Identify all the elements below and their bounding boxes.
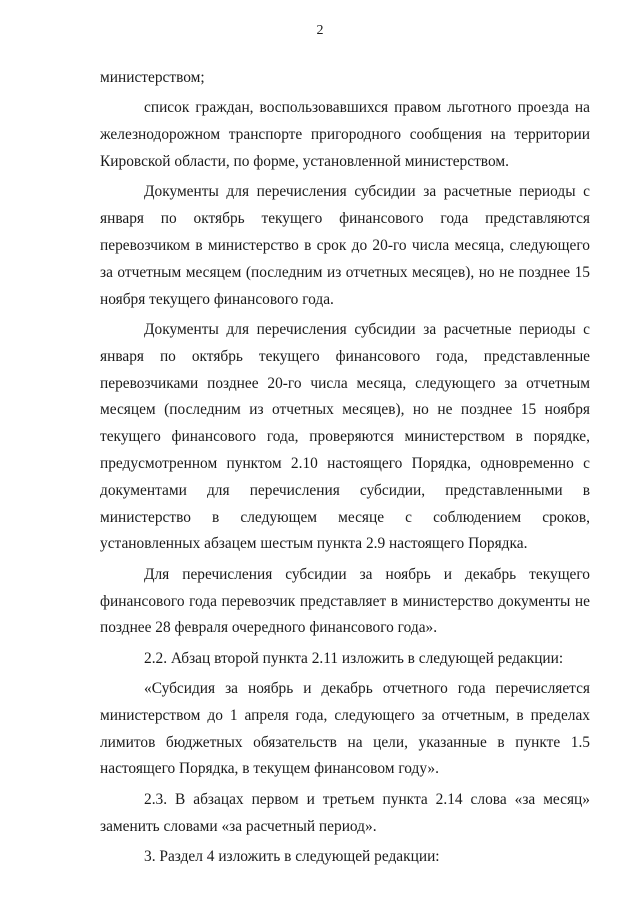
paragraph: 3. Раздел 4 изложить в следующей редакции: <box>144 848 440 866</box>
document-body <box>100 65 590 874</box>
paragraph: «Субсидия за ноябрь и декабрь отчетного года перечисляется министерством до 1 апреля года, следующего за отчетным, в пределах лимитов бюджетных обязательств на цели, указанные в пункте 1.5 настоящего Порядка, в текущем финансовом году». <box>100 680 590 778</box>
paragraph: 2.2. Абзац второй пункта 2.11 изложить в следующей редакции: <box>144 649 564 667</box>
paragraph: Документы для перечисления субсидии за расчетные периоды с января по октябрь текущего финансового года, представленные перевозчиками позднее 20-го числа месяца, следующего за отчетным месяцем (последним из отчетных месяцев), но не позднее 15 ноября текущего финансового года, проверяются министерством в порядке, предусмотренном пунктом 2.10 настоящего Порядка, одновременно с документами для перечисления субсидии, представленными в министерство в следующем месяце с соблюдением сроков, установленных абзацем шестым пункта 2.9 настоящего Порядка. <box>100 320 590 553</box>
paragraph: Для перечисления субсидии за ноябрь и декабрь текущего финансового года перевозчик представляет в министерство документы не позднее 28 февраля очередного финансового года». <box>100 565 590 637</box>
paragraph: 2.3. В абзацах первом и третьем пункта 2.14 слова «за месяц» заменить словами «за расчетный период». <box>100 790 590 835</box>
paragraph: Документы для перечисления субсидии за расчетные периоды с января по октябрь текущего финансового года представляются перевозчиком в министерство в срок до 20-го числа месяца, следующего за отчетным месяцем (последним из отчетных месяцев), но не позднее 15 ноября текущего финансового года. <box>100 183 590 308</box>
paragraph: список граждан, воспользовавшихся правом льготного проезда на железнодорожном транспорте пригородного сообщения на территории Кировской области, по форме, установленной министерством. <box>100 99 590 170</box>
paragraph: министерством; <box>100 69 205 86</box>
page-number: 2 <box>316 23 324 38</box>
